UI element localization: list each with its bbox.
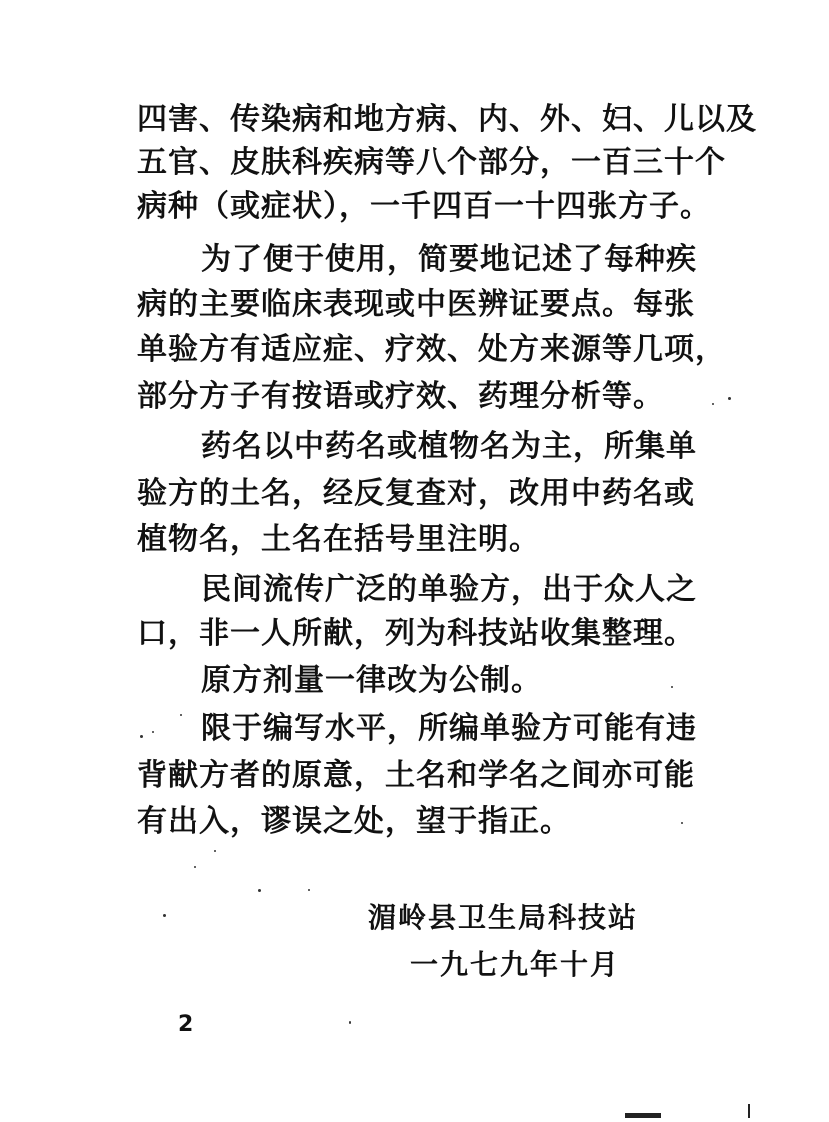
paragraph-first-line: 药名以中药名或植物名为主，所集单 (201, 429, 697, 464)
text-line: 植物名，土名在括号里注明。 (137, 522, 540, 557)
scan-speck (194, 866, 196, 868)
scan-speck (681, 822, 683, 824)
paragraph-first-line: 为了便于使用，简要地记述了每种疾 (201, 242, 697, 277)
scan-speck (214, 850, 216, 852)
scan-speck (728, 397, 731, 400)
paragraph-first-line: 限于编写水平，所编单验方可能有违 (201, 711, 697, 746)
text-line: 验方的土名，经反复查对，改用中药名或 (137, 476, 695, 511)
text-line: 病的主要临床表现或中医辨证要点。每张 (137, 287, 695, 322)
scan-speck (671, 686, 673, 688)
text-line: 病种（或症状），一千四百一十四张方子。 (137, 189, 711, 224)
paragraph-first-line: 民间流传广泛的单验方，出于众人之 (201, 572, 697, 607)
bottom-edge-mark (625, 1113, 661, 1118)
text-line: 五官、皮肤科疾病等八个部分，一百三十个 (137, 145, 726, 180)
text-line: 单验方有适应症、疗效、处方来源等几项， (137, 332, 726, 367)
paragraph-first-line: 原方剂量一律改为公制。 (201, 663, 542, 698)
signature-date: 一九七九年十月 (410, 948, 621, 981)
bottom-edge-mark (748, 1104, 750, 1118)
text-line: 口，非一人所献，列为科技站收集整理。 (137, 616, 695, 651)
scan-speck (180, 714, 182, 716)
text-line: 有出入，谬误之处，望于指正。 (137, 804, 571, 839)
text-line: 四害、传染病和地方病、内、外、妇、儿以及 (137, 102, 757, 137)
scan-speck (258, 889, 261, 892)
scan-speck (308, 889, 310, 891)
text-line: 部分方子有按语或疗效、药理分析等。 (137, 379, 664, 414)
scan-speck (152, 731, 154, 733)
scan-speck (163, 914, 166, 917)
page-number: 2 (178, 1012, 194, 1037)
signature-organization: 湄岭县卫生局科技站 (368, 901, 639, 934)
scan-speck (349, 1021, 351, 1024)
scan-speck (140, 735, 143, 738)
scan-speck (712, 403, 714, 405)
text-line: 背献方者的原意，土名和学名之间亦可能 (137, 758, 695, 793)
